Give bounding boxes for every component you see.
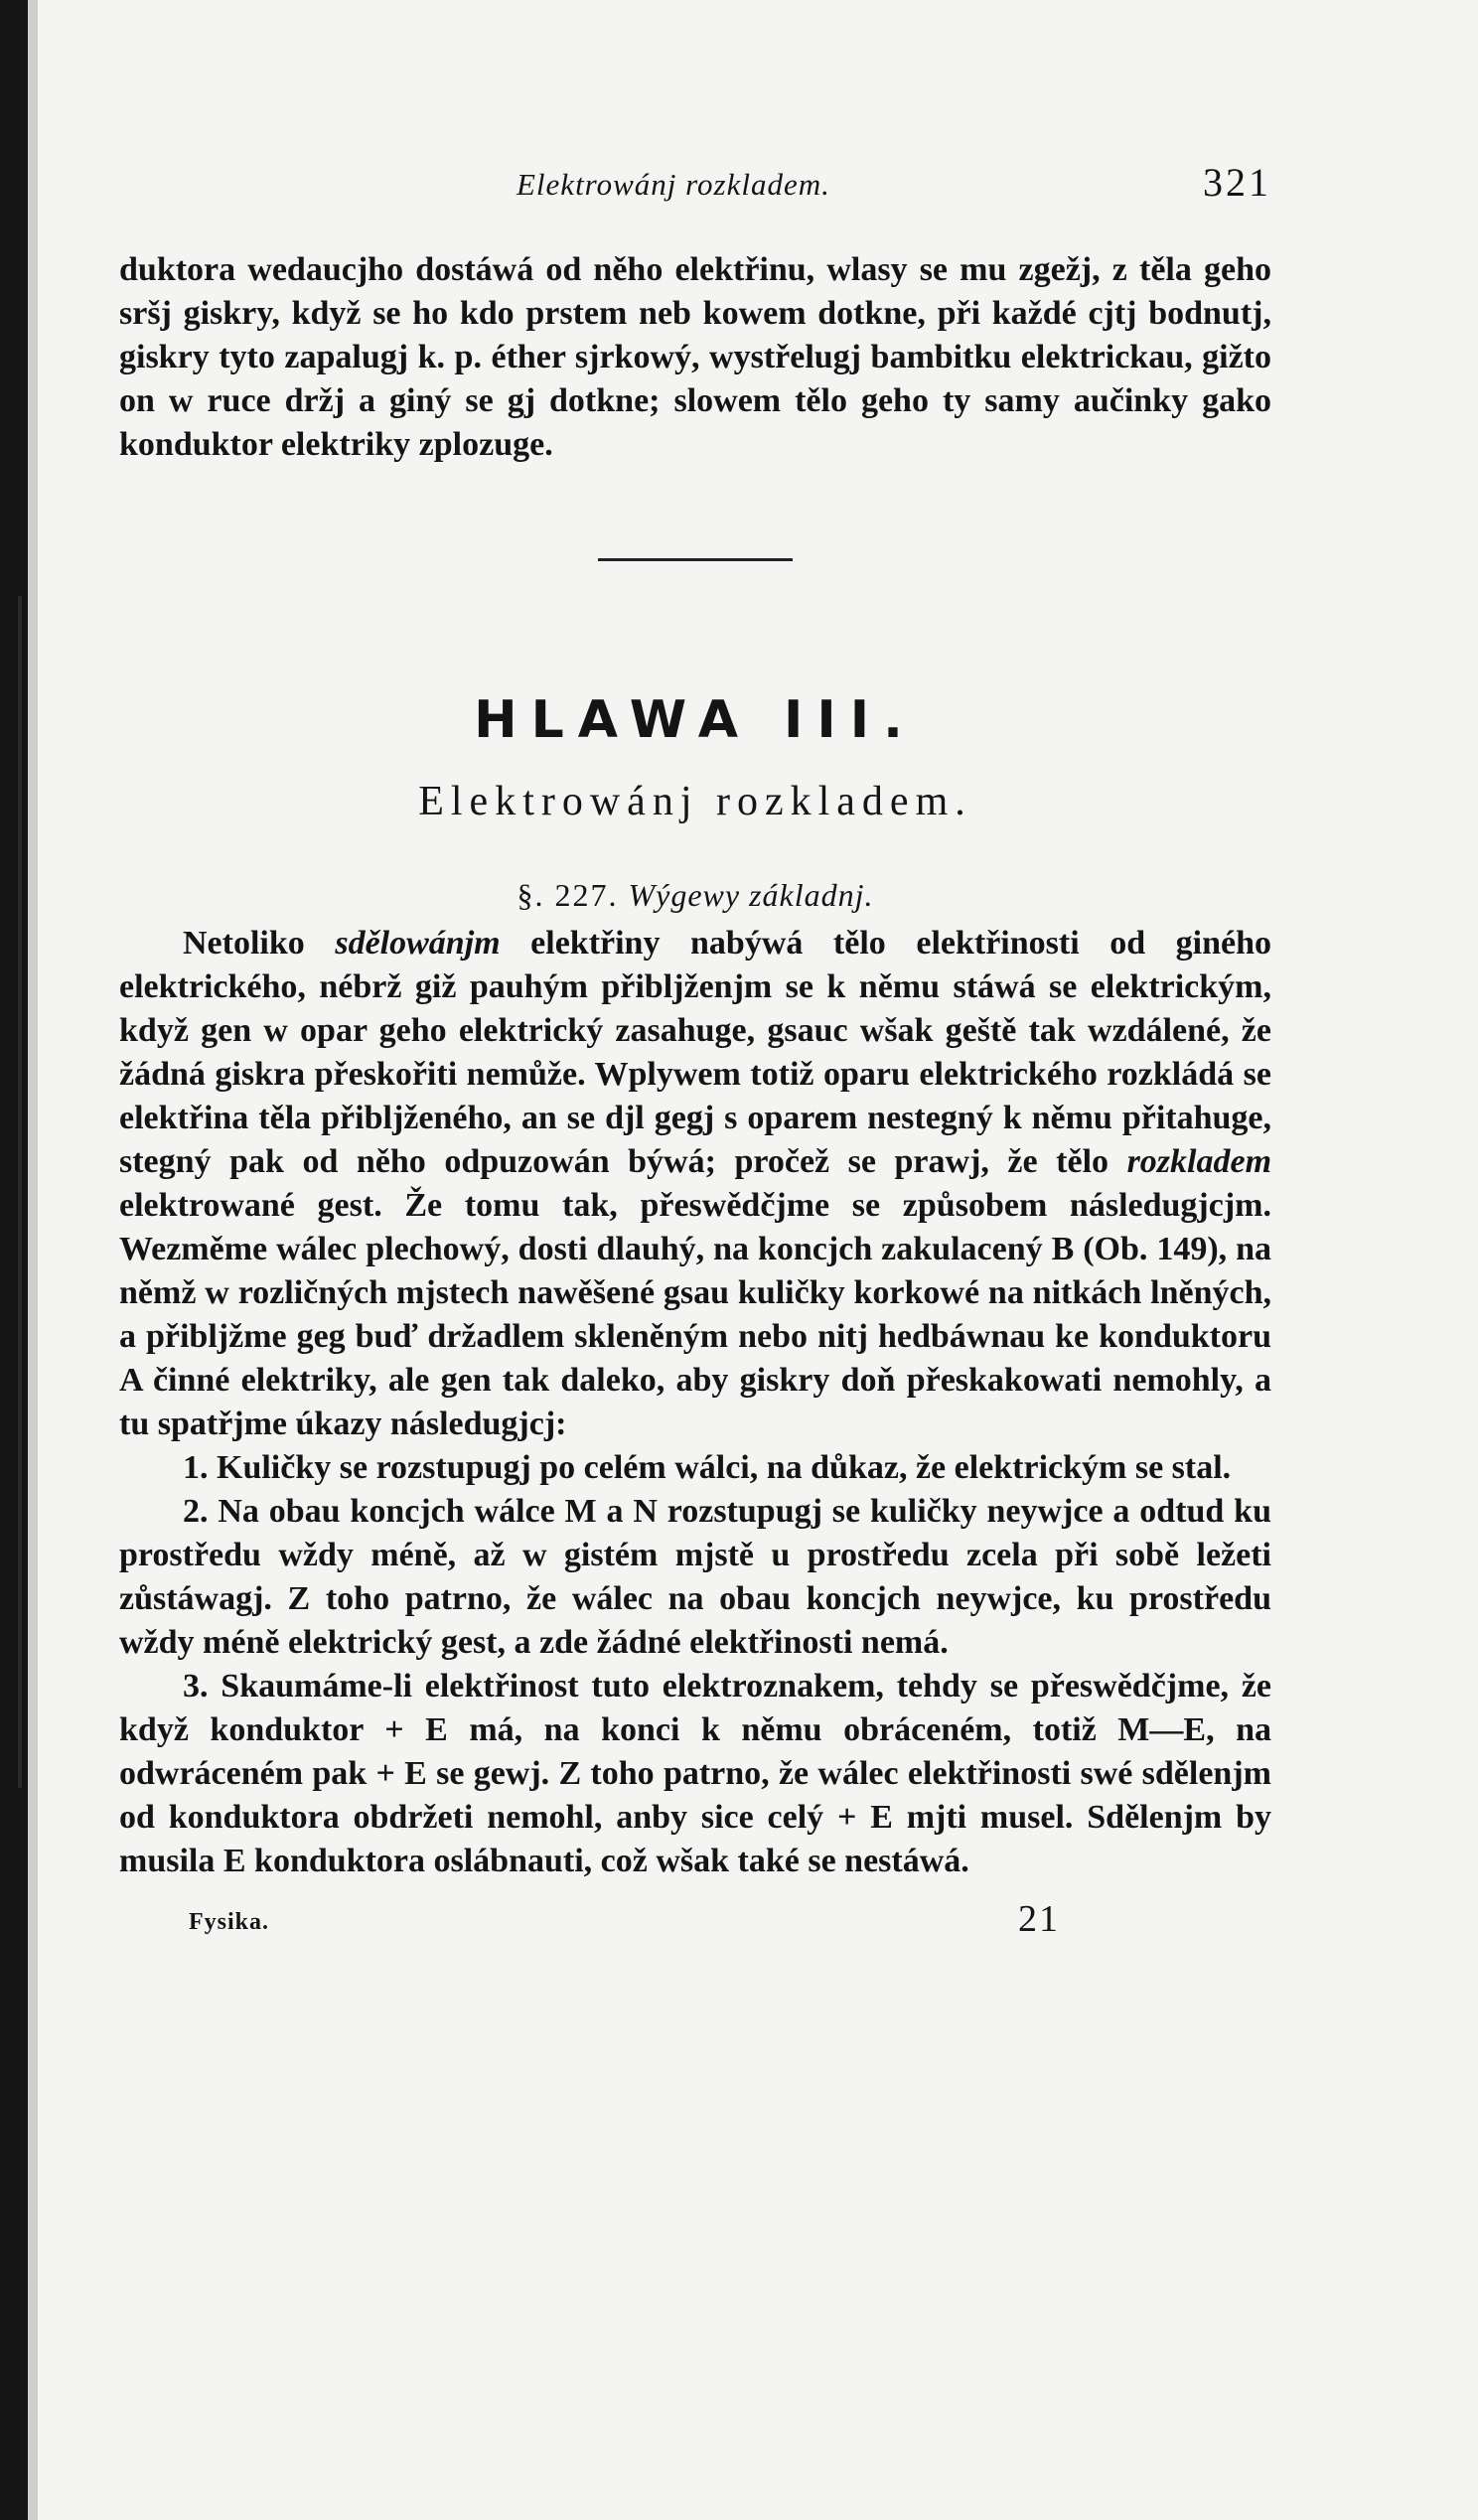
section-divider-rule	[598, 558, 793, 561]
list-item: 3. Skaumáme-li elektřinost tuto elektroznakem, tehdy se přeswědčjme, že když konduktor + E má, na konci k němu obráceném, totiž M—E, na odwráceném pak + E se gewj. Z toho patrno, že wálec elektřinosti swé sdělenjm od konduktora obdržeti nemohl, anby sice celý + E mjti musel. Sdělenjm by musila E konduktora oslábnauti, což wšak také se nestáwá.	[119, 1668, 1271, 1879]
section-number: §. 227.	[517, 877, 619, 913]
chapter-heading: HLAWA III.	[474, 690, 917, 750]
list-item: 2. Na obau koncjch wálce M a N rozstupugj se kuličky neywjce a odtud ku prostředu wždy méně, až w gistém mjstě u prostředu zcela při sobě ležeti zůstáwagj. Z toho patrno, že wálec na obau koncjch neywjce, ku prostředu wždy méně elektrický gest, a zde žádné elektřinosti nemá.	[119, 1493, 1271, 1661]
body-paragraph	[119, 922, 1271, 1446]
page-footer	[119, 1891, 1271, 1951]
section-body	[119, 922, 1271, 1883]
running-title: Elektrowánj rozkladem.	[517, 167, 830, 202]
section-title: Wýgewy základnj.	[628, 877, 874, 913]
binding-shadow	[0, 0, 28, 2520]
emphasis-sdelowanim: sdělowánjm	[335, 925, 501, 962]
p1-mid: elektřiny nabýwá tělo elektřinosti od giného elektrického, nébrž giž pauhým přibljženjm se k němu stáwá se elektrickým, když gen w opar geho elektrický zasahuge, gsauc wšak geště tak wzdálené, že žádná giskra přeskořiti nemůže. Wplywem totiž oparu elektrického rozkládá se elektřina těla přibljženého, an se djl gegj s oparem nestegný k němu přitahuge, stegný pak od něho odpuzowán býwá; pročež se prawj, že tělo	[119, 925, 1272, 1180]
opening-paragraph: duktora wedaucjho dostáwá od něho elektřinu, wlasy se mu zgežj, z těla geho sršj giskry, když se ho kdo prstem neb kowem dotkne, při každé cjtj bodnutj, giskry tyto zapalugj k. p. éther sjrkowý, wystřelugj bambitku elektrickau, gižto on w ruce držj a giný se gj dotkne; slowem tělo geho ty samy aučinky gako konduktor elektriky zplozuge.	[119, 251, 1271, 463]
section-heading	[119, 877, 1271, 914]
page-number: 321	[1203, 160, 1271, 205]
chapter-subtitle: Elektrowánj rozkladem.	[418, 779, 972, 824]
emphasis-rozkladem: rozkladem	[1126, 1143, 1272, 1180]
page-fold-line	[18, 596, 22, 1788]
signature-mark: Fysika.	[189, 1909, 270, 1935]
list-item: 1. Kuličky se rozstupugj po celém wálci, na důkaz, že elektrickým se stal.	[183, 1449, 1232, 1486]
page-content	[119, 149, 1271, 1951]
running-header	[119, 149, 1271, 219]
binding-edge	[28, 0, 38, 2520]
p1-tail: elektrowané gest. Že tomu tak, přeswědčjme se způsobem následugjcjm. Wezměme wálec plechowý, dosti dlauhý, na koncjch zakulacený B (Ob. 149), na němž w rozličných mjstech nawěšené gsau kuličky korkowé na nitkách lněných, a přibljžme geg buď držadlem skleněným nebo nitj hedbáwnau ke konduktoru A činné elektriky, ale gen tak daleko, aby giskry doň přeskakowati nemohly, a tu spatřjme úkazy následugjcj:	[119, 1187, 1271, 1442]
sheet-number: 21	[1018, 1898, 1060, 1940]
p1-lead: Netoliko	[183, 925, 305, 962]
